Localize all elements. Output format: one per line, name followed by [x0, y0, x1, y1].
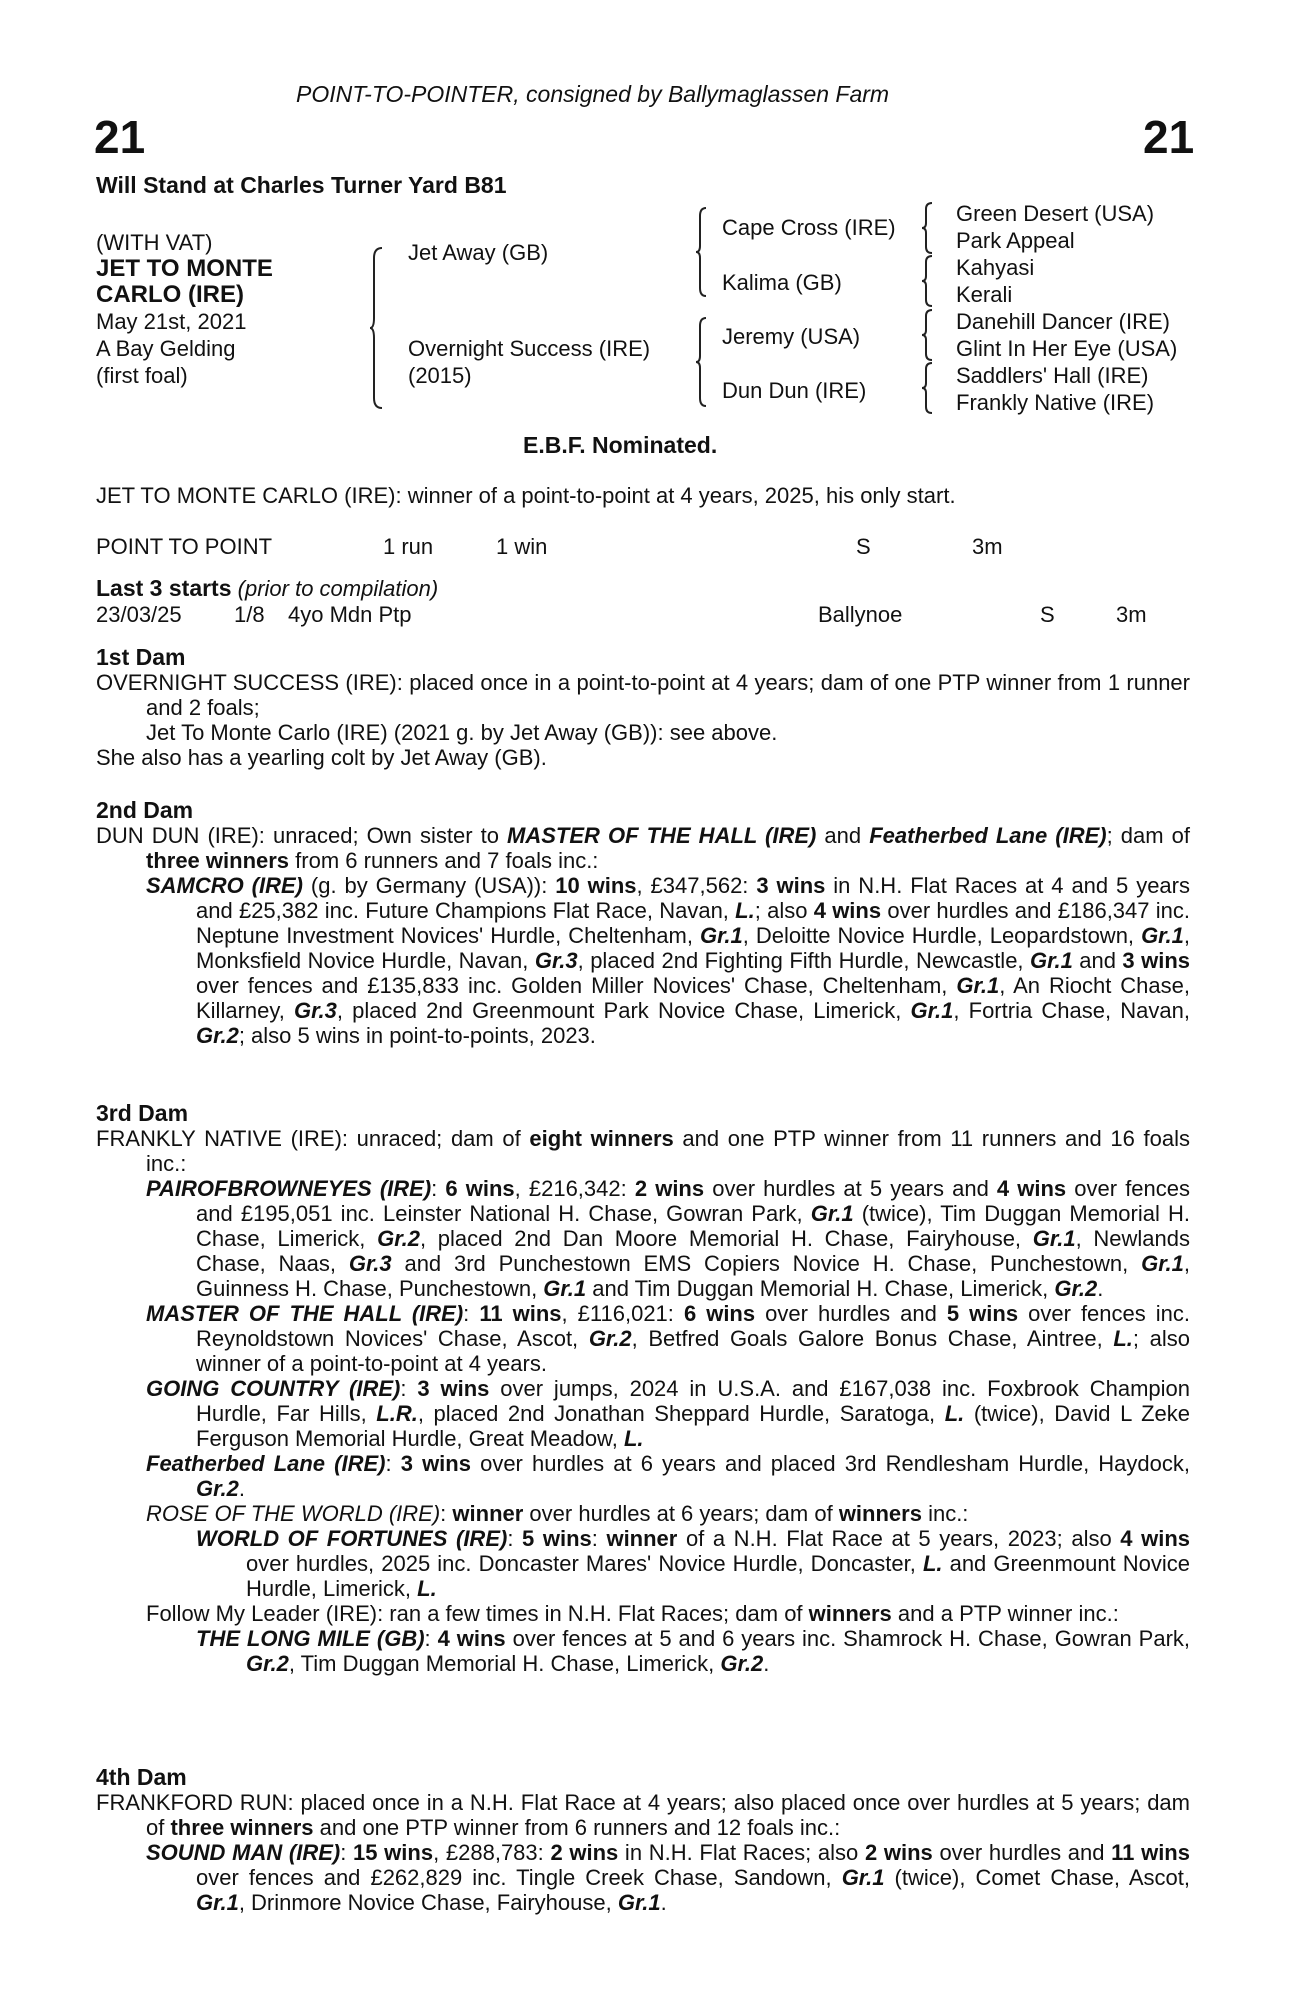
third-dam-entry: FRANKLY NATIVE (IRE): unraced; dam of eight winners and one PTP winner from 11 runners and 16 foals inc.: — [96, 1126, 1191, 1176]
pedigree-sss: Green Desert (USA) — [956, 201, 1155, 226]
horse-name-line2: CARLO (IRE) — [96, 281, 244, 308]
horse-foal-note: (first foal) — [96, 363, 188, 388]
last-starts-header — [96, 576, 438, 601]
pedigree-ddd: Frankly Native (IRE) — [956, 390, 1155, 415]
start-course: Ballynoe — [818, 602, 903, 627]
first-dam-heading: 1st Dam — [96, 644, 186, 670]
second-dam-entry: DUN DUN (IRE): unraced; Own sister to MASTER OF THE HALL (IRE) and Featherbed Lane (IRE); dam of three winners from 6 runners and 7 foals inc.: — [96, 823, 1191, 873]
second-dam-section — [96, 798, 1190, 1048]
fourth-dam-progeny-sound-man: SOUND MAN (IRE): 15 wins, £288,783: 2 wins in N.H. Flat Races; also 2 wins over hurdles and 11 wins over fences and £262,829 inc. Tingle Creek Chase, Sandown, Gr.1 (twice), Comet Chase, Ascot, Gr.1, Drinmore Novice Chase, Fairyhouse, Gr.1. — [146, 1840, 1190, 1915]
horse-name-line1: JET TO MONTE — [96, 255, 273, 282]
third-dam-progeny-featherbed-lane: Featherbed Lane (IRE): 3 wins over hurdles at 6 years and placed 3rd Rendlesham Hurdle, Haydock, Gr.2. — [146, 1451, 1190, 1501]
pedigree-dss: Danehill Dancer (IRE) — [956, 309, 1170, 334]
pedigree-brace-ds — [922, 310, 936, 360]
first-dam-entry: OVERNIGHT SUCCESS (IRE): placed once in a point-to-point at 4 years; dam of one PTP winner from 1 runner and 2 foals; — [96, 670, 1190, 720]
race-summary: JET TO MONTE CARLO (IRE): winner of a point-to-point at 4 years, 2025, his only start. — [96, 483, 956, 508]
third-dam-progeny-rose-of-the-world: ROSE OF THE WORLD (IRE): winner over hurdles at 6 years; dam of winners inc.: — [146, 1501, 969, 1526]
pedigree-brace-main — [370, 248, 386, 408]
pedigree-dds: Saddlers' Hall (IRE) — [956, 363, 1149, 388]
third-dam-grandprogeny-world-of-fortunes: WORLD OF FORTUNES (IRE): 5 wins: winner of a N.H. Flat Race at 5 years, 2023; also 4 wins over hurdles, 2025 inc. Doncaster Mares' Novice Hurdle, Doncaster, L. and Greenmount Novice Hurdle, Limerick, L. — [196, 1526, 1190, 1601]
pedigree-sdd: Kerali — [956, 282, 1013, 307]
start-date: 23/03/25 — [96, 602, 182, 627]
third-dam-progeny-going-country: GOING COUNTRY (IRE): 3 wins over jumps, 2024 in U.S.A. and £167,038 inc. Foxbrook Champion Hurdle, Far Hills, L.R., placed 2nd Jonathan Sheppard Hurdle, Saratoga, L. (twice), David L Zeke Ferguson Memorial Hurdle, Great Meadow, L. — [146, 1376, 1190, 1451]
first-dam-section — [96, 645, 1190, 770]
start-going: S — [1040, 602, 1055, 627]
pedigree-sire-sire: Cape Cross (IRE) — [722, 215, 896, 240]
record-label: POINT TO POINT — [96, 534, 273, 559]
record-wins: 1 win — [496, 534, 548, 559]
start-race: 4yo Mdn Ptp — [288, 602, 412, 627]
pedigree-brace-dd — [922, 363, 936, 413]
pedigree-dam: Overnight Success (IRE) — [408, 336, 651, 361]
second-dam-heading: 2nd Dam — [96, 797, 194, 823]
pedigree-dam-dam: Dun Dun (IRE) — [722, 378, 867, 403]
stand-location: Will Stand at Charles Turner Yard B81 — [96, 172, 507, 198]
horse-description: A Bay Gelding — [96, 336, 236, 361]
fourth-dam-heading: 4th Dam — [96, 1764, 187, 1790]
ebf-nominated: E.B.F. Nominated. — [523, 432, 718, 458]
lot-number-right: 21 — [1143, 111, 1195, 163]
fourth-dam-entry: FRANKFORD RUN: placed once in a N.H. Flat Race at 4 years; also placed once over hurdles at 5 years; dam of three winners and one PTP winner from 6 runners and 12 foals inc.: — [96, 1790, 1190, 1840]
third-dam-section — [96, 1101, 1190, 1676]
fourth-dam-section — [96, 1765, 1190, 1915]
record-runs: 1 run — [383, 534, 434, 559]
last-starts-note: (prior to compilation) — [237, 576, 439, 601]
record-distance: 3m — [972, 534, 1003, 559]
second-dam-progeny-samcro: SAMCRO (IRE) (g. by Germany (USA)): 10 wins, £347,562: 3 wins in N.H. Flat Races at 4 and 5 years and £25,382 inc. Future Champions Flat Race, Navan, L.; also 4 wins over hurdles and £186,347 inc. Neptune Investment Novices' Hurdle, Cheltenham, Gr.1, Deloitte Novice Hurdle, Leopardstown, Gr.1, Monksfield Novice Hurdle, Navan, Gr.3, placed 2nd Fighting Fifth Hurdle, Newcastle, Gr.1 and 3 wins over fences and £135,833 inc. Golden Miller Novices' Chase, Cheltenham, Gr.1, An Riocht Chase, Killarney, Gr.3, placed 2nd Greenmount Park Novice Chase, Limerick, Gr.1, Fortria Chase, Navan, Gr.2; also 5 wins in point-to-points, 2023. — [146, 873, 1191, 1048]
third-dam-heading: 3rd Dam — [96, 1100, 189, 1126]
third-dam-progeny-follow-my-leader: Follow My Leader (IRE): ran a few times in N.H. Flat Races; dam of winners and a PTP winner inc.: — [146, 1601, 1119, 1626]
third-dam-progeny-master-of-the-hall: MASTER OF THE HALL (IRE): 11 wins, £116,021: 6 wins over hurdles and 5 wins over fences inc. Reynoldstown Novices' Chase, Ascot, Gr.2, Betfred Goals Galore Bonus Chase, Aintree, L.; also winner of a point-to-point at 4 years. — [146, 1301, 1191, 1376]
vat-note: (WITH VAT) — [96, 230, 213, 255]
first-dam-note: She also has a yearling colt by Jet Away (GB). — [96, 745, 547, 770]
pedigree-brace-ss — [922, 203, 936, 253]
consignment-title: POINT-TO-POINTER, consigned by Ballymaglassen Farm — [296, 81, 890, 107]
pedigree-ssd: Park Appeal — [956, 228, 1075, 253]
pedigree-dam-sire: Jeremy (USA) — [722, 324, 861, 349]
record-going: S — [856, 534, 871, 559]
start-position: 1/8 — [234, 602, 265, 627]
pedigree-dsd: Glint In Her Eye (USA) — [956, 336, 1178, 361]
pedigree-sire: Jet Away (GB) — [408, 240, 549, 265]
third-dam-progeny-pairofbrowneyes: PAIROFBROWNEYES (IRE): 6 wins, £216,342: 2 wins over hurdles at 5 years and 4 wins over fences and £195,051 inc. Leinster National H. Chase, Gowran Park, Gr.1 (twice), Tim Duggan Memorial H. Chase, Limerick, Gr.2, placed 2nd Dan Moore Memorial H. Chase, Fairyhouse, Gr.1, Newlands Chase, Naas, Gr.3 and 3rd Punchestown EMS Copiers Novice H. Chase, Punchestown, Gr.1, Guinness H. Chase, Punchestown, Gr.1 and Tim Duggan Memorial H. Chase, Limerick, Gr.2. — [146, 1176, 1191, 1301]
pedigree-sds: Kahyasi — [956, 255, 1035, 280]
last-starts-heading: Last 3 starts — [96, 575, 232, 601]
horse-dob: May 21st, 2021 — [96, 309, 247, 334]
pedigree-brace-sd — [922, 256, 936, 306]
start-distance: 3m — [1116, 602, 1147, 627]
pedigree-brace-sire — [696, 208, 710, 296]
pedigree-brace-dam — [696, 318, 710, 406]
third-dam-grandprogeny-the-long-mile: THE LONG MILE (GB): 4 wins over fences at 5 and 6 years inc. Shamrock H. Chase, Gowran Park, Gr.2, Tim Duggan Memorial H. Chase, Limerick, Gr.2. — [196, 1626, 1191, 1676]
pedigree-sire-dam: Kalima (GB) — [722, 270, 842, 295]
pedigree-dam-year: (2015) — [408, 363, 472, 388]
lot-number-left: 21 — [94, 111, 146, 163]
first-dam-produce: Jet To Monte Carlo (IRE) (2021 g. by Jet Away (GB)): see above. — [146, 720, 778, 745]
